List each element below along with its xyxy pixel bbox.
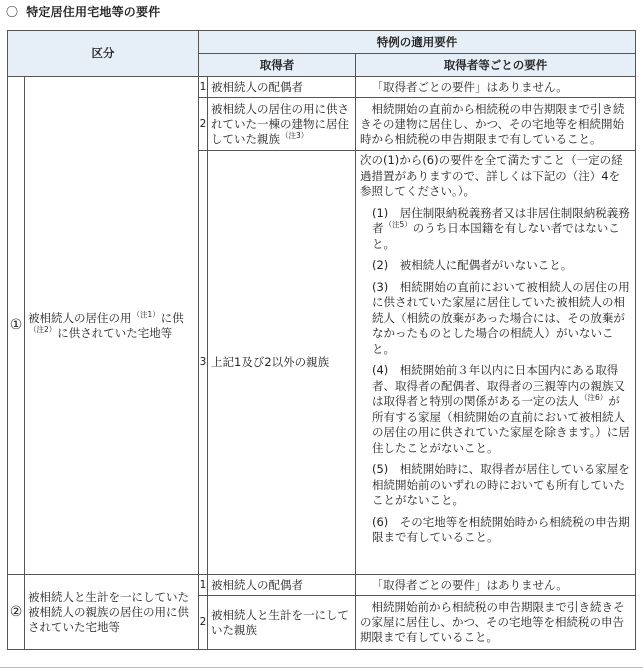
requirement-cell: 相続開始の直前から相続税の申告期限まで引き続きその建物に居住し、かつ、その宅地等を相続開始時から相続税の申告期限まで有していること。 xyxy=(356,98,636,151)
row-index: 2 xyxy=(199,98,208,151)
acquirer-cell: 被相続人の配偶者 xyxy=(208,77,356,98)
acquirer-cell: 上記1及び2以外の親族 xyxy=(208,151,356,575)
section-1-category: 被相続人の居住の用$^{(注1)}$に供$^{(注2)}$に供されていた宅地等 xyxy=(25,77,199,575)
header-special-rule: 特例の適用要件 xyxy=(199,31,636,54)
note-ref-5: （注5） xyxy=(384,220,412,230)
note-ref-3: （注3） xyxy=(281,130,309,140)
acquirer-cell: 被相続人と生計を一にしていた親族 xyxy=(208,596,356,650)
page-title-text: 特定居住用宅地等の要件 xyxy=(26,5,161,19)
table-row xyxy=(8,575,636,596)
conditions-intro: 次の(1)から(6)の要件を全て満たすこと（一定の経過措置がありますので、詳しくは下記の（注）4を参照してください。）。 xyxy=(360,153,623,198)
acquirer-cell: 被相続人の配偶者 xyxy=(208,575,356,596)
requirement-cell: 「取得者ごとの要件」はありません。 xyxy=(356,77,636,98)
section-2-category: 被相続人と生計を一にしていた被相続人の親族の居住の用に供されていた宅地等 xyxy=(25,575,199,650)
requirement-cell: 相続開始前から相続税の申告期限まで引き続きその家屋に居住し、かつ、その宅地等を相続税の申告期限まで有していること。 xyxy=(356,596,636,650)
requirement-cell: 「取得者ごとの要件」はありません。 xyxy=(356,575,636,596)
header-acquirer: 取得者 xyxy=(199,54,356,77)
condition-1: (1) 居住制限納税義務者又は非居住制限納税義務者$^{(注5)}$のうち日本国籍を有しない者ではないこと。 xyxy=(372,205,630,251)
condition-3: (3) 相続開始の直前において被相続人の居住の用に供されていた家屋に居住していた被相続人の相続人（相続の放棄があった場合には、その放棄がなかったものとした場合の相続人）がいないこと。 xyxy=(372,279,630,356)
note-ref-1: （注1） xyxy=(132,309,160,319)
acquirer-cell: 被相続人の居住の用に供されていた一棟の建物に居住していた親族$^{(注3)}$ xyxy=(208,98,356,151)
condition-6: (6) その宅地等を相続開始時から相続税の申告期限まで有していること。 xyxy=(372,514,630,544)
condition-4: (4) 相続開始前３年以内に日本国内にある取得者、取得者の配偶者、取得者の三親等内の親族又は取得者と特別の関係がある一定の法人$^{(注6)}$が所有する家屋（相続開始の直前において被相続人の居住の用に供されていた家屋を除きます。）に居住したことがないこと。 xyxy=(372,363,630,455)
section-number-2: ② xyxy=(8,575,25,650)
note-ref-2: （注2） xyxy=(29,324,57,334)
condition-5: (5) 相続開始時に、取得者が居住している家屋を相続開始前のいずれの時においても所有していたことがないこと。 xyxy=(372,462,630,507)
requirement-cell xyxy=(356,151,636,575)
divider xyxy=(0,667,643,668)
page-title xyxy=(6,3,160,20)
row-index: 1 xyxy=(199,77,208,98)
table-row xyxy=(8,77,636,98)
condition-2: (2) 被相続人に配偶者がいないこと。 xyxy=(372,258,573,272)
note-ref-6: （注6） xyxy=(580,393,608,403)
row-index: 2 xyxy=(199,596,208,650)
row-index: 1 xyxy=(199,575,208,596)
header-row-1 xyxy=(8,31,636,54)
requirements-table xyxy=(7,30,636,650)
header-category: 区分 xyxy=(8,31,199,77)
bullet-circle-icon: 〇 xyxy=(6,5,19,19)
section-number-1: ① xyxy=(8,77,25,575)
row-index: 3 xyxy=(199,151,208,575)
header-acquirer-requirements: 取得者等ごとの要件 xyxy=(356,54,636,77)
